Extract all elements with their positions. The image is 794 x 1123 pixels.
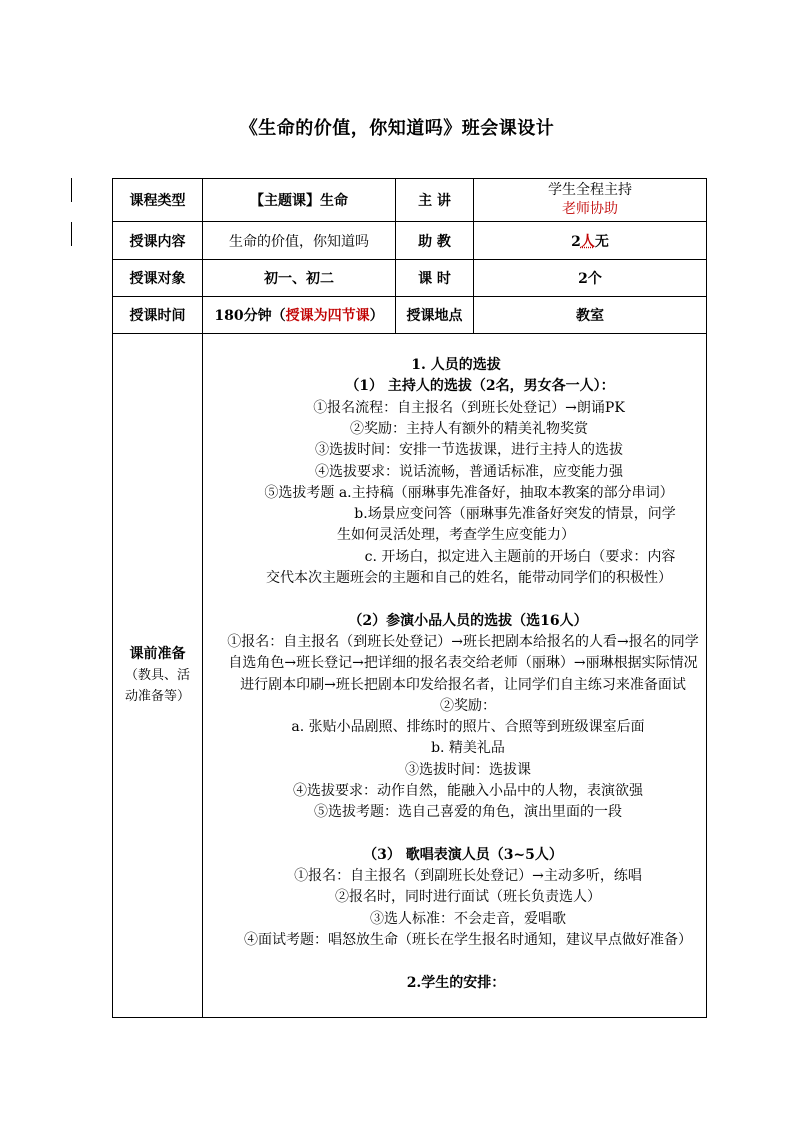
list-item: ②奖励：	[440, 697, 496, 714]
list-item: ③选拔时间：安排一节选拔课，进行主持人的选拔	[315, 442, 623, 459]
subsection-heading: （2）参演小品人员的选拔（选16人）	[348, 612, 588, 629]
subsection-heading: （1） 主持人的选拔（2名，男女各一人）：	[345, 378, 615, 395]
list-item: ④选拔要求：动作自然，能融入小品中的人物，表演欲强	[293, 782, 643, 799]
time-close: ）	[369, 308, 384, 324]
time-value	[203, 297, 396, 334]
list-item: ②报名时，同时进行面试（班长负责选人）	[335, 889, 601, 906]
list-item: b.场景应变问答（丽琳事先准备好突发的情景，问学	[354, 506, 676, 523]
hours-value: 2个	[474, 260, 707, 297]
list-item: ③选人标准：不会走音，爱唱歌	[370, 910, 566, 927]
list-item: ②奖励：主持人有额外的精美礼物奖赏	[350, 420, 588, 437]
hours-label: 课 时	[396, 260, 474, 297]
list-item: 生如何灵活处理，考查学生应变能力）	[337, 527, 575, 544]
assistant-none: 无	[594, 233, 609, 250]
lecturer-line-2: 老师协助	[562, 201, 618, 217]
assistant-label: 助 教	[396, 222, 474, 260]
course-type-value: 【主题课】生命	[203, 179, 396, 222]
table-row	[113, 260, 707, 297]
table-row	[113, 297, 707, 334]
section-heading: 2.学生的安排：	[406, 974, 506, 991]
list-item: c. 开场白，拟定进入主题前的开场白（要求：内容	[364, 548, 676, 565]
assistant-count: 2	[571, 233, 581, 250]
list-item: ①报名：自主报名（到班长处登记）→班长把剧本给报名的人看→报名的同学自选角色→班长登记→把详细的报名表交给老师（丽琳）→丽琳根据实际情况进行剧本印刷→班长把剧本印发给报名者，让同学们自主练习来准备面试	[227, 633, 699, 693]
lesson-plan-table	[112, 178, 707, 1018]
lecturer-value	[474, 179, 707, 222]
content-label: 授课内容	[113, 222, 203, 260]
assistant-unit: 人	[580, 233, 595, 250]
course-type-label: 课程类型	[113, 179, 203, 222]
prep-label: 课前准备	[129, 646, 186, 662]
time-label: 授课时间	[113, 297, 203, 334]
assistant-value	[474, 222, 707, 260]
list-item: ⑤选拔考题：选自己喜爱的角色，演出里面的一段	[314, 804, 622, 821]
list-item: ①报名流程：自主报名（到班长处登记）→朗诵PK	[313, 399, 625, 416]
content-value: 生命的价值，你知道吗	[203, 222, 396, 260]
prep-label-cell	[113, 334, 203, 1018]
lecturer-label: 主 讲	[396, 179, 474, 222]
section-heading: 1. 人员的选拔	[411, 357, 501, 374]
prep-content	[203, 334, 707, 1018]
location-value: 教室	[474, 297, 707, 334]
list-item: 交代本次主题班会的主题和自己的姓名，能带动同学们的积极性）	[266, 570, 672, 587]
margin-mark	[71, 222, 72, 246]
target-label: 授课对象	[113, 260, 203, 297]
list-item: ④选拔要求：说话流畅，普通话标准，应变能力强	[315, 463, 623, 480]
table-row	[113, 222, 707, 260]
time-minutes: 180分钟（	[214, 308, 286, 324]
list-item: ④面试考题：唱怒放生命（班长在学生报名时通知，建议早点做好准备）	[244, 932, 692, 949]
prep-sublabel-1: （教具、活	[124, 668, 190, 683]
list-item: a. 张贴小品剧照、排练时的照片、合照等到班级课室后面	[291, 719, 645, 736]
list-item: ③选拔时间：选拔课	[405, 761, 531, 778]
list-item: ⑤选拔考题 a.主持稿（丽琳事先准备好，抽取本教案的部分串词）	[264, 484, 674, 501]
margin-mark	[71, 178, 72, 202]
prep-sublabel-2: 动准备等）	[124, 689, 190, 704]
subsection-heading: （3） 歌唱表演人员（3~5人）	[363, 846, 563, 863]
document-title: 《生命的价值，你知道吗》班会课设计	[239, 118, 555, 139]
target-value: 初一、初二	[203, 260, 396, 297]
lecturer-line-1: 学生全程主持	[548, 182, 632, 198]
time-sessions: 授课为四节课	[285, 308, 370, 324]
table-row	[113, 179, 707, 222]
list-item: ①报名：自主报名（到副班长处登记）→主动多听，练唱	[294, 868, 642, 885]
list-item: b. 精美礼品	[431, 740, 505, 757]
table-row	[113, 334, 707, 1018]
location-label: 授课地点	[396, 297, 474, 334]
